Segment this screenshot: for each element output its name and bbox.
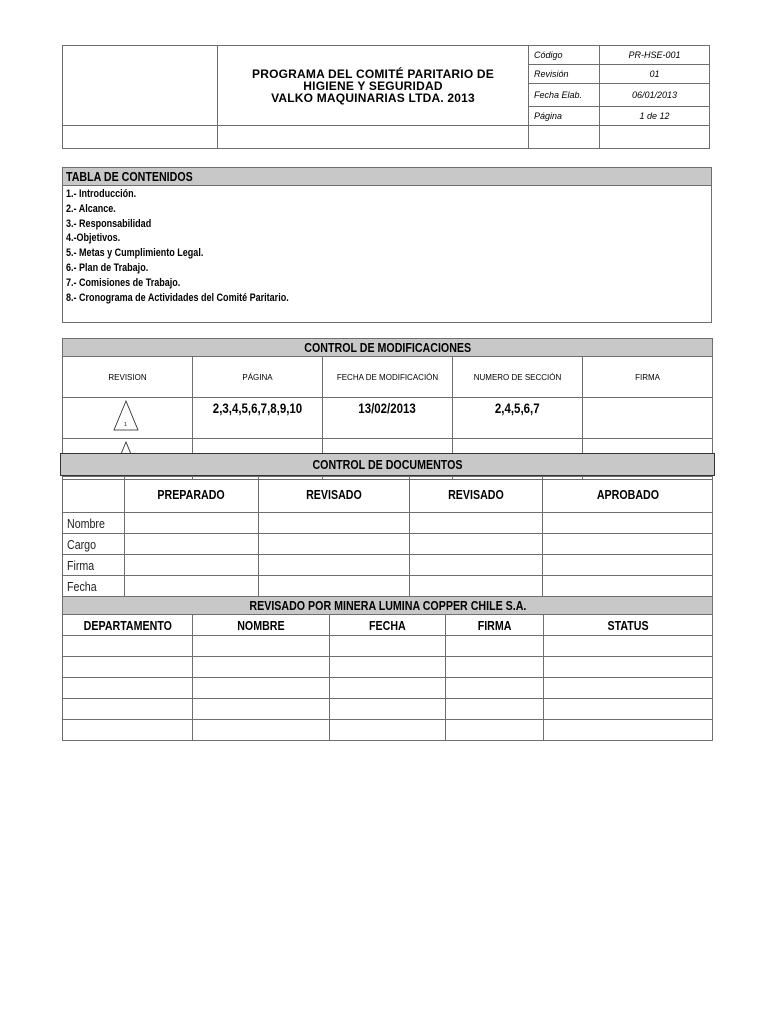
col-preparado: PREPARADO (125, 477, 259, 513)
seccion-value: 2,4,5,6,7 (453, 398, 583, 439)
table-cell (259, 555, 410, 576)
revision-value: 01 (600, 65, 710, 84)
col-departamento: DEPARTAMENTO (63, 615, 193, 636)
table-cell (410, 555, 543, 576)
fecha-value: 13/02/2013 (323, 398, 453, 439)
table-cell (63, 699, 193, 720)
table-cell (330, 699, 446, 720)
row-label-cargo: Cargo (63, 534, 125, 555)
toc-item: 5.- Metas y Cumplimiento Legal. (66, 247, 204, 260)
col-numero-seccion: NUMERO DE SECCIÓN (453, 357, 583, 398)
table-cell (259, 576, 410, 597)
table-cell (63, 636, 193, 657)
table-cell (410, 534, 543, 555)
table-row (63, 398, 713, 439)
documents-title: CONTROL DE DOCUMENTOS (61, 454, 715, 476)
table-row (63, 513, 713, 534)
toc-item: 6.- Plan de Trabajo. (66, 261, 149, 274)
col-fecha-modificacion: FECHA DE MODIFICACIÓN (323, 357, 453, 398)
table-cell (193, 636, 330, 657)
col-status: STATUS (544, 615, 713, 636)
table-cell (544, 636, 713, 657)
table-row (63, 678, 713, 699)
col-revisado-2: REVISADO (410, 477, 543, 513)
fecha-elab-value: 06/01/2013 (600, 84, 710, 107)
table-cell (544, 699, 713, 720)
table-cell (63, 657, 193, 678)
col-aprobado: APROBADO (543, 477, 713, 513)
table-cell (330, 657, 446, 678)
table-row (63, 657, 713, 678)
codigo-value: PR-HSE-001 (600, 46, 710, 65)
table-cell (125, 513, 259, 534)
row-label-firma: Firma (63, 555, 125, 576)
title-line-1: PROGRAMA DEL COMITÉ PARITARIO DE (252, 66, 494, 81)
table-cell (193, 720, 330, 741)
pagina-label: Página (529, 107, 600, 126)
col-fecha: FECHA (330, 615, 446, 636)
toc-item: 8.- Cronograma de Actividades del Comité Paritario. (66, 291, 289, 304)
pagina-value: 2,3,4,5,6,7,8,9,10 (193, 398, 323, 439)
codigo-label: Código (529, 46, 600, 65)
firma-value (583, 398, 713, 439)
table-cell (543, 534, 713, 555)
pagina-value: 1 de 12 (600, 107, 710, 126)
document-header (62, 45, 710, 149)
table-of-contents (62, 167, 712, 323)
table-cell (330, 678, 446, 699)
table-cell (63, 678, 193, 699)
row-label-fecha: Fecha (63, 576, 125, 597)
documents-table (62, 476, 713, 597)
document-title (218, 46, 529, 126)
logo-area (63, 46, 218, 126)
table-cell (543, 555, 713, 576)
title-line-2: HIGIENE Y SEGURIDAD (303, 78, 443, 93)
toc-item: 7.- Comisiones de Trabajo. (66, 276, 181, 289)
table-row (63, 555, 713, 576)
logo-area-bottom (63, 126, 218, 149)
table-cell (259, 513, 410, 534)
col-firma: FIRMA (583, 357, 713, 398)
toc-item: 3.- Responsabilidad (66, 217, 152, 230)
table-row (63, 576, 713, 597)
review-title: REVISADO POR MINERA LUMINA COPPER CHILE S.A. (63, 597, 713, 615)
table-cell (544, 678, 713, 699)
table-row (63, 636, 713, 657)
toc-item: 2.- Alcance. (66, 202, 116, 215)
documents-title-bar (60, 453, 715, 476)
table-cell (446, 636, 544, 657)
table-cell (410, 576, 543, 597)
revision-number: 1 (124, 422, 127, 428)
table-cell (446, 720, 544, 741)
table-cell (543, 513, 713, 534)
meta-bottom-cell-2 (600, 126, 710, 149)
row-label-nombre: Nombre (63, 513, 125, 534)
table-cell (543, 576, 713, 597)
title-bottom-cell (218, 126, 529, 149)
table-row (63, 699, 713, 720)
col-firma: FIRMA (446, 615, 544, 636)
table-cell (330, 636, 446, 657)
table-cell (193, 678, 330, 699)
table-cell (63, 720, 193, 741)
toc-title: TABLA DE CONTENIDOS (63, 168, 712, 186)
revision-label: Revisión (529, 65, 600, 84)
table-cell (125, 576, 259, 597)
revision-triangle-cell (63, 398, 193, 439)
table-cell (193, 657, 330, 678)
table-cell (330, 720, 446, 741)
modifications-title: CONTROL DE MODIFICACIONES (63, 339, 713, 357)
toc-item: 4.-Objetivos. (66, 232, 121, 245)
toc-item: 1.- Introducción. (66, 188, 137, 200)
meta-bottom-cell-1 (529, 126, 600, 149)
table-row (63, 720, 713, 741)
table-cell (446, 699, 544, 720)
col-revision: REVISION (63, 357, 193, 398)
col-revisado: REVISADO (259, 477, 410, 513)
revision-triangle-icon (63, 398, 193, 433)
fecha-elab-label: Fecha Elab. (529, 84, 600, 107)
toc-body (63, 186, 712, 323)
table-cell (125, 555, 259, 576)
table-cell (259, 534, 410, 555)
table-cell (410, 513, 543, 534)
col-pagina: PÁGINA (193, 357, 323, 398)
title-line-3: VALKO MAQUINARIAS LTDA. 2013 (271, 90, 475, 105)
table-cell (446, 657, 544, 678)
table-cell (125, 534, 259, 555)
table-cell (446, 678, 544, 699)
table-cell (193, 699, 330, 720)
table-cell (544, 657, 713, 678)
review-table (62, 596, 713, 741)
col-nombre: NOMBRE (193, 615, 330, 636)
table-cell (544, 720, 713, 741)
table-row (63, 534, 713, 555)
documents-corner (63, 477, 125, 513)
